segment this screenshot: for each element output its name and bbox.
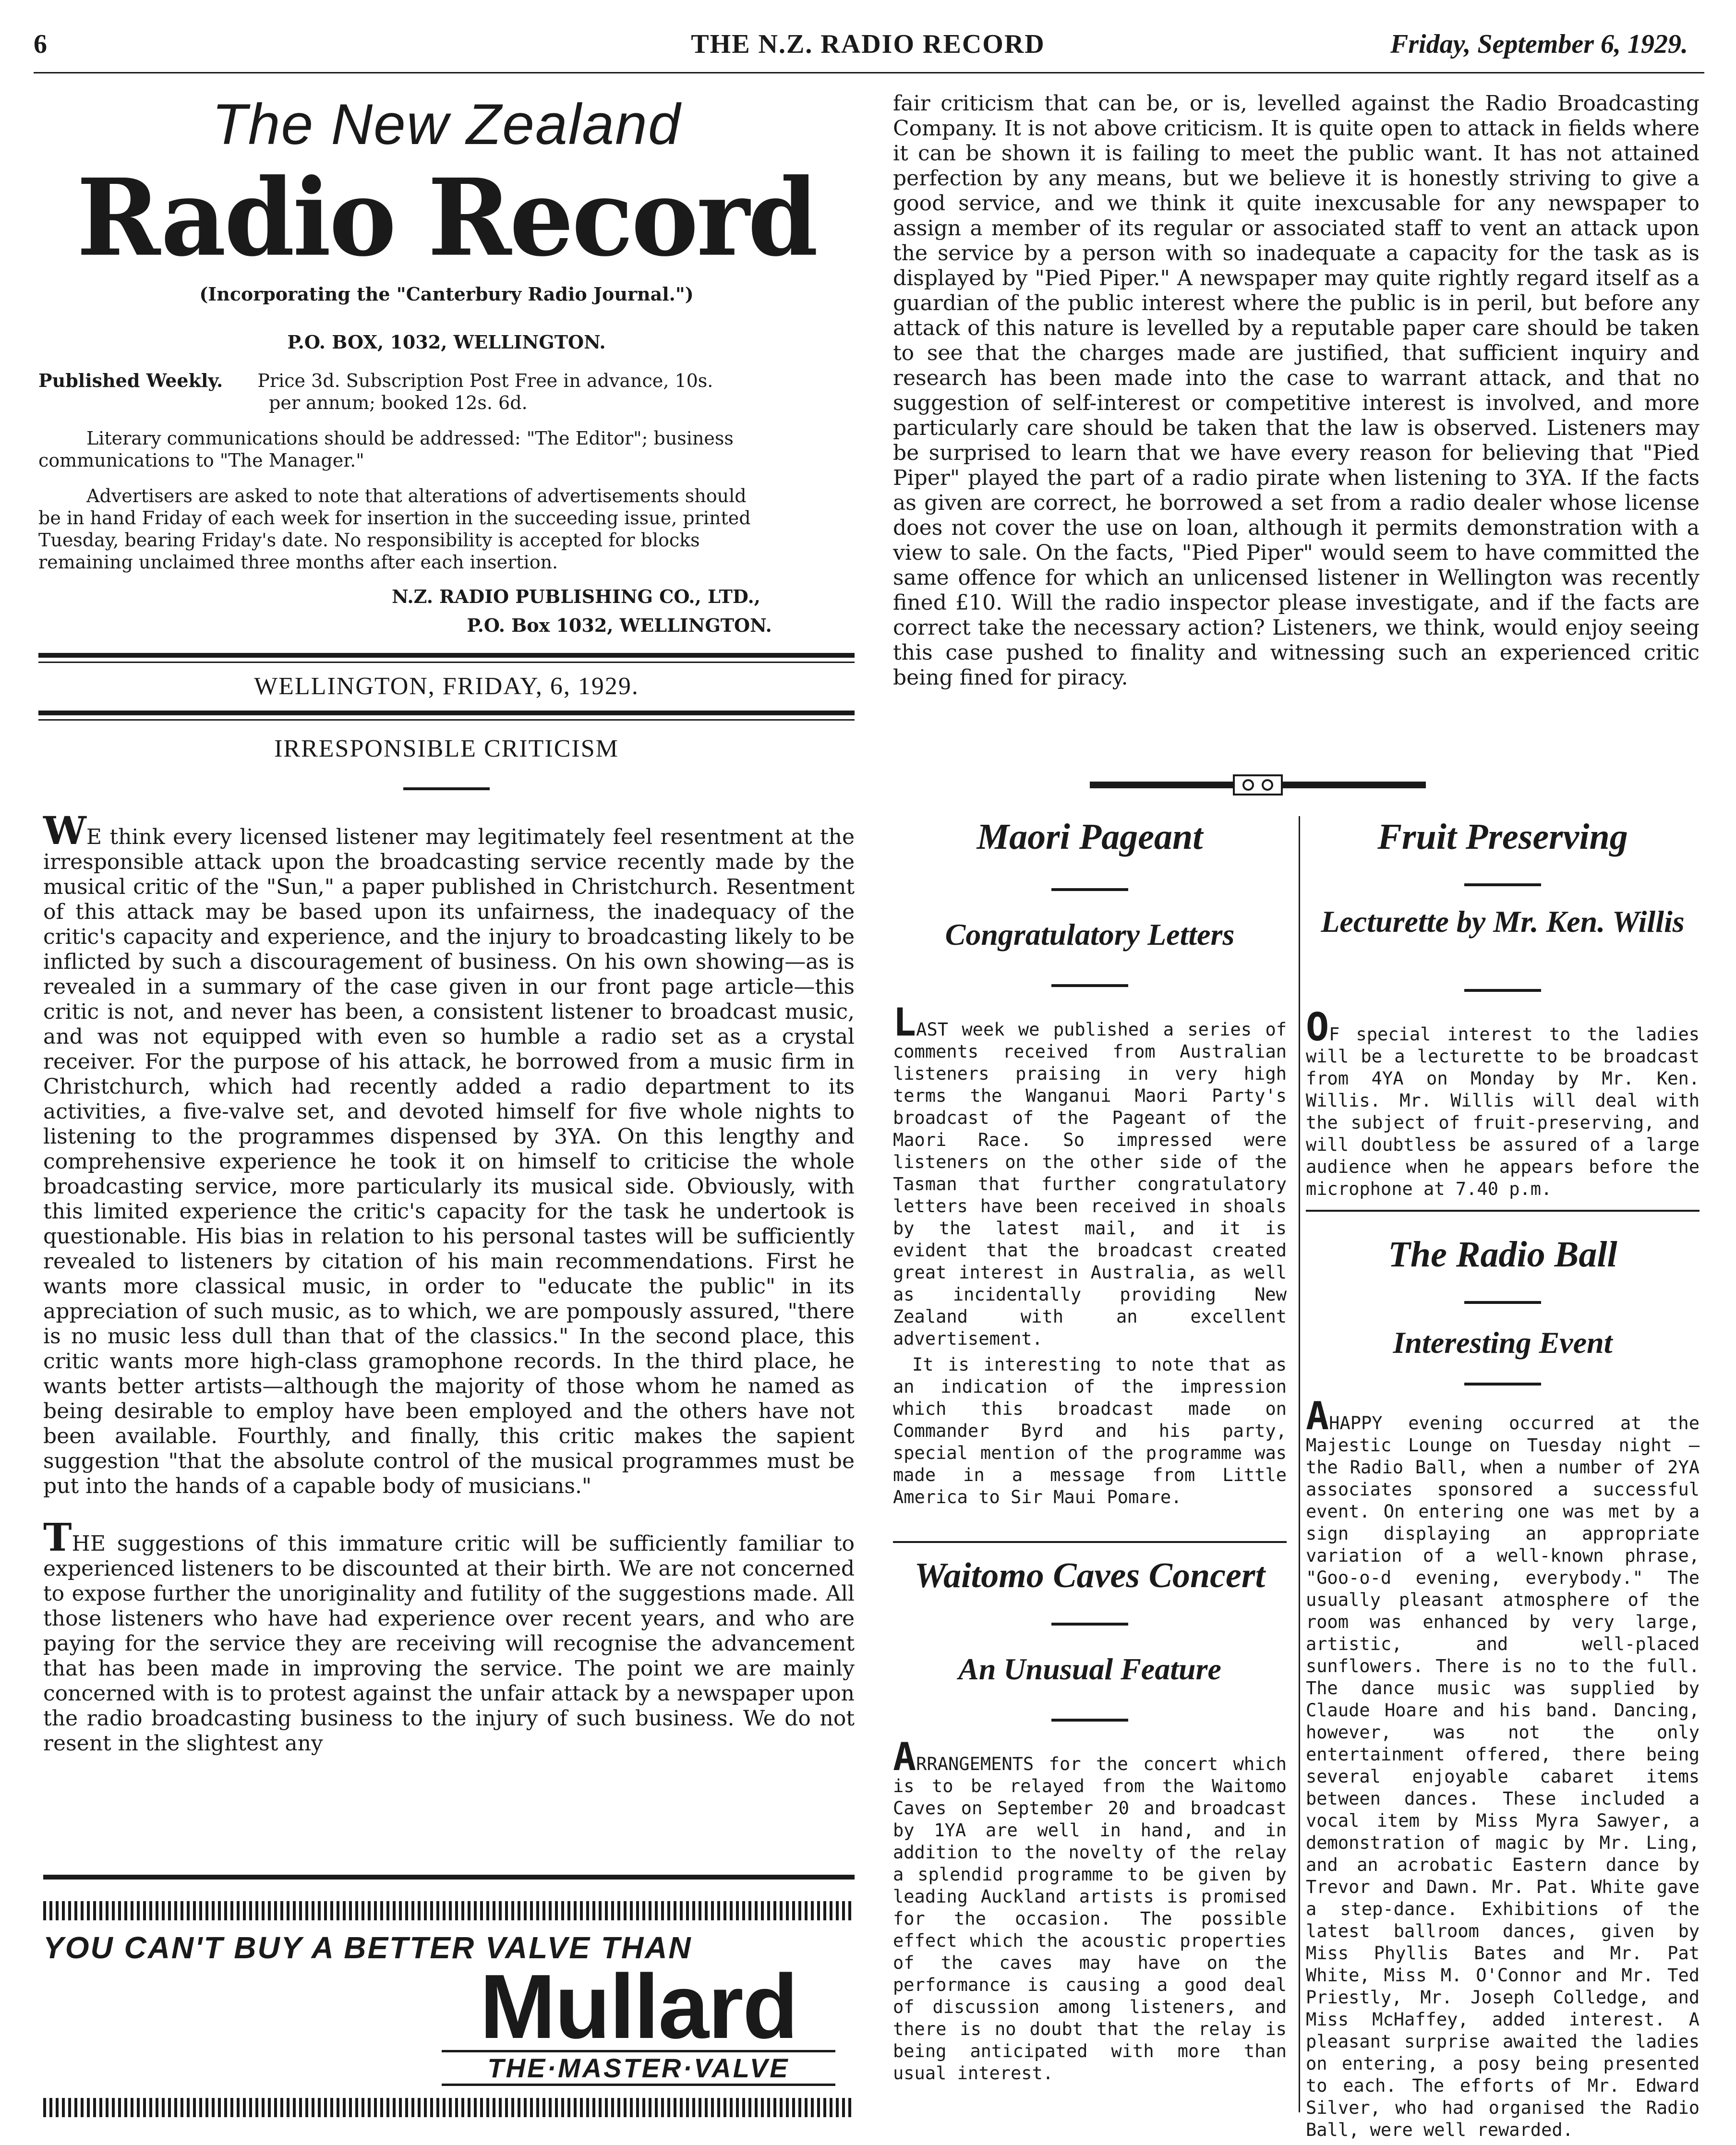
ornament-divider [1090,773,1426,797]
ad-top-rule [43,1875,855,1880]
dateline: WELLINGTON, FRIDAY, 6, 1929. [254,673,639,700]
price-line: Price 3d. Subscription Post Free in advance, 10s. [257,370,713,391]
masthead-address: P.O. BOX, 1032, WELLINGTON. [287,331,606,353]
editorial-title: IRRESPONSIBLE CRITICISM [274,735,619,762]
fruit-title: Fruit Preserving [1377,817,1628,857]
waitomo-paragraph-1 [893,1735,1287,2085]
ad-stripe-top [43,1901,855,1920]
maori-title: Maori Pageant [976,817,1203,857]
advertisers-line-1: Advertisers are asked to note that alterations of advertisements should [86,485,747,506]
publisher-address: P.O. Box 1032, WELLINGTON. [467,615,772,636]
publisher-name: N.Z. RADIO PUBLISHING CO., LTD., [392,586,760,607]
running-title: THE N.Z. RADIO RECORD [691,29,1045,59]
maori-paragraph-2: It is interesting to note that as an indication of the impression which this broadcast made on Commander Byrd and his party, special mention of the programme was made in a message from Little America to Sir Maui Pomare. [893,1354,1287,1507]
editorial-paragraph-2-text: HE suggestions of this immature critic will be sufficiently familiar to experienced listeners to be discounted at their birth. We are not concerned to expose further the unoriginality and futility of the suggestions made. All those listeners who have had experience over recent years, and who are paying for the service they are receiving will recognise the advancement that has been made in improving the service. The point we are mainly concerned with is to protest against the unfair attack by a newspaper upon the radio broadcasting business to the injury of such business. We do not resent in the slightest any [43,1531,855,1756]
running-date: Friday, September 6, 1929. [1390,29,1688,59]
fruit-paragraph-1-text: F special interest to the ladies will be a lecturette to be broadcast from 4YA on Monday by Mr. Ken. Willis. Mr. Willis will deal with the subject of fruit-preserving, and will doubtless be assured of a large audience when he appears before the microphone at 7.40 p.m. [1306,1024,1700,1199]
ball-rule [1464,1301,1541,1304]
fruit-rule [1464,883,1541,886]
maori-paragraph-1-text: AST week we published a series of comments received from Australian listeners praising in very high terms the Wanganui Maori Party's broadcast of the Pageant of the Maori Race. So impressed were listeners on the other side of the Tasman that further congratulatory letters have been received in shoals by the latest mail, and it is evident that the broadcast created great interest in Australia, as well as incidentally providing New Zealand with an excellent advertisement. [893,1019,1287,1349]
top-rule [34,72,1704,73]
ball-subtitle: Interesting Event [1393,1326,1613,1360]
waitomo-title: Waitomo Caves Concert [914,1556,1266,1595]
advertisers-line-4: remaining unclaimed three months after each insertion. [38,552,558,573]
maori-paragraph-1 [893,1000,1287,1350]
ornament-center [1234,775,1282,795]
drop-cap: A [1306,1394,1329,1438]
ball-paragraph-1 [1306,1394,1700,2141]
fruit-body [1306,1005,1700,1204]
drop-cap: L [893,1000,916,1045]
ball-body [1306,1394,1700,2145]
masthead-title: Radio Record [76,155,817,280]
literary-block [38,427,855,471]
dateline-rule [38,711,855,715]
waitomo-rule [1051,1623,1128,1626]
ad-tagline: THE·MASTER·VALVE [442,2050,835,2086]
waitomo-body [893,1735,1287,2088]
drop-cap: O [1306,1005,1329,1049]
ball-paragraph-1-text: HAPPY evening occurred at the Majestic Lounge on Tuesday night —the Radio Ball, when a number of 2YA associates sponsored a successful event. On entering one was met by a sign displaying an appropriate variation of a well-known phrase, "Goo-o-d evening, everybody." The usually pleasant atmosphere of the room was enhanced by very large, artistic, and well-placed sunflowers. There is no to the full. The dance music was supplied by Claude Hoare and his band. Dancing, however, was not the only entertainment offered, there being several enjoyable cabaret items between dances. These included a vocal item by Miss Myra Sawyer, a demonstration of magic by Mr. Ling, and an acrobatic Eastern dance by Trevor and Dawn. Mr. Pat. White gave a step-dance. Exhibitions of the latest ballroom dances, given by Miss Phyllis Bates and Mr. Pat White, Miss M. O'Connor and Mr. Ted Priestly, Mr. Joseph Colledge, and Miss McHaffey, added interest. A pleasant surprise awaited the ladies on entering, a posy being presented to each. The efforts of Mr. Edward Silver, who had organised the Radio Ball, were well rewarded. [1306,1413,1700,2140]
drop-cap: T [43,1515,72,1560]
ad-stripe-bottom [43,2098,855,2117]
editorial-body-right [893,91,1700,699]
maori-rule-2 [1051,984,1128,987]
published-weekly: Published Weekly. [38,370,223,391]
ad-brand: Mullard [480,1956,797,2058]
ad-headline: YOU CAN'T BUY A BETTER VALVE THAN [43,1930,692,1965]
advertisers-line-2: be in hand Friday of each week for insertion in the succeeding issue, printed [38,507,751,529]
maori-body [893,1000,1287,1512]
masthead-incorporating: (Incorporating the "Canterbury Radio Journal.") [199,283,694,305]
dateline-rule-thin [38,719,855,721]
editorial-paragraph-1 [43,808,855,1499]
waitomo-paragraph-1-text: RRANGEMENTS for the concert which is to be relayed from the Waitomo Caves on September 20 and broadcast by 1YA are well in hand, and in addition to the novelty of the relay a splendid programme to be given by leading Auckland artists is promised for the occasion. The possible effect which the acoustic properties of the caves may have on the performance is causing a good deal of discussion among listeners, and there is no doubt that the relay is being anticipated with more than usual interest. [893,1754,1287,2084]
literary-line-2: communications to "The Manager." [38,450,364,471]
fruit-paragraph-1 [1306,1005,1700,1200]
maori-rule [1051,888,1128,891]
masthead-published-block [38,370,855,414]
maori-subtitle: Congratulatory Letters [945,917,1235,952]
fruit-subtitle: Lecturette by Mr. Ken. Willis [1321,904,1685,939]
price-line-2: per annum; booked 12s. 6d. [269,392,528,413]
editorial-paragraph-3: fair criticism that can be, or is, levelled against the Radio Broadcasting Company. It is not above criticism. It is quite open to attack in fields where it can be shown it is failing to meet the public want. It has not attained perfection by any means, but we believe it is honestly striving to give a good service, and we think it quite inexcusable for any newspaper to assign a member of its regular or associated staff to vent an attack upon the service by a person with so inadequate a capacity for the task as is displayed by "Pied Piper." A newspaper may quite rightly regard itself as a guardian of the public interest where the public is in peril, but before any attack of this nature is levelled by a reputable paper care should be taken to see that the charges made are justified, that sufficient inquiry and research has been made into the case to warrant attack, and that no suggestion of self-interest or competitive interest is involved, and more particularly care should be taken that the law is observed. Listeners may be surprised to learn that we have every reason for believing that "Pied Piper" played the part of a radio pirate when listening to 3YA. If the facts as given are correct, he borrowed a set from a radio dealer whose license does not cover the use on loan, although it permits demonstration with a view to sale. On the facts, "Pied Piper" would seem to have committed the same offence for which an unlicensed listener in Wellington was recently fined £10. Will the radio inspector please investigate, and if the facts are correct take the necessary action? Listeners, we think, would enjoy seeing this case pushed to finality and witnessing such an experienced critic being fined for piracy. [893,91,1700,690]
column-rule [1299,816,1300,2112]
masthead-rule-thin [38,662,855,663]
page-number: 6 [34,29,47,59]
editorial-title-rule [403,787,490,790]
drop-cap: A [893,1735,916,1779]
ball-rule-2 [1464,1383,1541,1386]
editorial-paragraph-1-text: E think every licensed listener may legitimately feel resentment at the irresponsible attack upon the broadcasting service recently made by the musical critic of the "Sun," a paper published in Christchurch. Resentment of this attack may be based upon its unfairness, the inadequacy of the critic's capacity and experience, and the injury to broadcasting likely to be inflicted by such a discouragement of business. On his own showing—as is revealed in a summary of the case given in our front page article—this critic is not, and never has been, a consistent listener to broadcast music, and was not equipped with even so humble a radio set as a crystal receiver. For the purpose of his attack, he borrowed from a music firm in Christchurch, which had recently added a radio department to its activities, a five-valve set, and devoted himself for five whole nights to listening to the programmes dispensed by 3YA. On this lengthy and comprehensive experience he took it on himself to criticise the whole broadcasting service, more particularly its musical side. Obviously, with this limited experience the critic's capacity for the task he undertook is questionable. His bias in relation to his personal tastes will be sufficiently revealed to listeners by citation of his main recommendations. First he wants more classical music, in order to "educate the public" in its appreciation of such music, as to which, we are pompously assured, "there is no music less dull than that of the classics." In the second place, this critic wants more high-class gramophone records. In the third place, he wants better artists—although the majority of those whom he named as being desirable to employ have been employed and the others have not been available. Fourthly, and finally, this critic makes the sapient suggestion "that the absolute control of the musical programmes must be put into the hands of a capable body of musicians." [43,825,855,1498]
waitomo-rule-2 [1051,1719,1128,1722]
advertisers-block [38,485,855,573]
drop-cap: W [43,808,86,853]
advertisers-line-3: Tuesday, bearing Friday's date. No responsibility is accepted for blocks [38,530,700,551]
fruit-rule-2 [1464,989,1541,992]
waitomo-subtitle: An Unusual Feature [958,1652,1221,1686]
editorial-paragraph-2 [43,1515,855,1756]
masthead-rule [38,653,855,658]
ball-top-rule [1306,1210,1700,1212]
editorial-body-left [43,808,855,1765]
waitomo-top-rule [893,1541,1287,1543]
ball-title: The Radio Ball [1388,1234,1617,1275]
masthead-subtitle: The New Zealand [212,92,681,157]
literary-line-1: Literary communications should be addressed: "The Editor"; business [86,428,734,449]
